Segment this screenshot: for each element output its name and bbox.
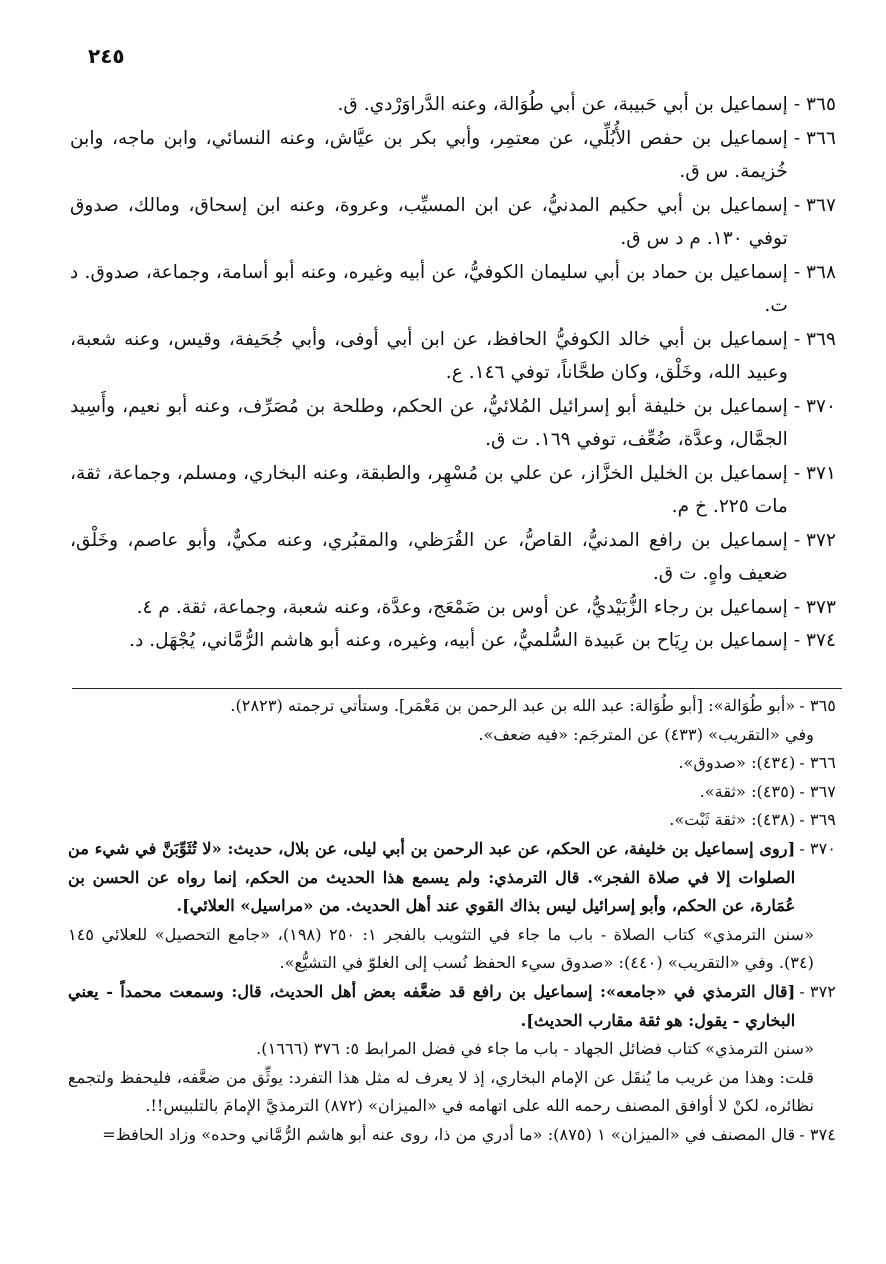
footnote <box>68 749 836 778</box>
entry <box>70 591 836 625</box>
entry <box>70 457 836 524</box>
entry-number: ٣٧٣ - <box>793 596 836 618</box>
footnote-number: ٣٦٦ - <box>799 753 836 773</box>
entry-number: ٣٦٧ - <box>793 194 836 216</box>
footnote-text: (٤٣٨): «ثقة ثَبْت». <box>669 810 796 830</box>
entry-text: إسماعيل بن رافع المدنيُّ، القاصُّ، عن القُرَظي، والمقبُري، وعنه مكيٌّ، وأبو عاصم، وخَلْق، ضعيف واهٍ. ت ق. <box>70 529 788 584</box>
footnote-text: (٤٣٥): «ثقة». <box>699 781 796 801</box>
footnote-subtext: «سنن الترمذي» كتاب الصلاة - باب ما جاء في التثويب بالفجر ١: ٢٥٠ (١٩٨)، «جامع التحصيل» للعلائي ١٤٥ (٣٤). وفي «التقريب» (٤٤٠): «صدوق سيء الحفظ نُسب إلى الغلوّ في التشيُّع». <box>68 924 815 973</box>
entry <box>70 189 836 256</box>
entries-list <box>70 88 836 658</box>
footnote-number: ٣٦٥ - <box>799 696 836 715</box>
entry-number: ٣٦٦ - <box>793 127 836 149</box>
footnote-text: «أبو طُوَالة»: [أبو طُوَالة: عبد الله بن عبد الرحمن بن مَعْمَر]. وستأتي ترجمته (٢٨٢٣). <box>230 696 796 715</box>
entry-number: ٣٧٢ - <box>793 529 836 551</box>
footnote <box>68 1121 836 1150</box>
entry-number: ٣٧١ - <box>793 462 836 484</box>
footnote-subtext: «سنن الترمذي» كتاب فضائل الجهاد - باب ما جاء في فضل المرابط ٥: ٣٧٦ (١٦٦٦). <box>256 1039 814 1059</box>
entry-number: ٣٧٤ - <box>793 630 836 651</box>
entry-text: إسماعيل بن رِيَاح بن عَبيدة السُّلميُّ، عن أبيه، وغيره، وعنه أبو هاشم الرُّمَّاني، يُجْهَل. د. <box>129 630 788 651</box>
footnote-number: ٣٦٧ - <box>799 781 836 801</box>
footnote-text: [روى إسماعيل بن خليفة، عن الحكم، عن عبد الرحمن بن أبي ليلى، عن بلال، حديث: «لا تُثَوِّبَنَّ في شيء من الصلوات إلا في صلاة الفجر». قال الترمذي: ولم يسمع هذا الحديث من الحكم، إنما رواه عن الحسن بن عُمَارة، عن الحكم، وأبو إسرائيل ليس بذاك القوي عند أهل الحديث. من «مراسيل» العلائي]. <box>68 838 796 916</box>
entry-text: إسماعيل بن الخليل الخزَّاز، عن علي بن مُسْهِر، والطبقة، وعنه البخاري، ومسلم، وجماعة، ثقة، مات ٢٢٥. خ م. <box>70 462 788 517</box>
entry-text: إسماعيل بن حفص الأُبُلِّي، عن معتمِر، وأبي بكر بن عيَّاش، وعنه النسائي، وابن ماجه، وابن خُزيمة. س ق. <box>70 127 788 182</box>
entry-text: إسماعيل بن حماد بن أبي سليمان الكوفيُّ، عن أبيه وغيره، وعنه أبو أسامة، وجماعة، صدوق. د ت. <box>70 261 788 316</box>
footnote-subtext: قلت: وهذا من غريب ما يُنقَل عن الإمام البخاري، إذ لا يعرف له مثل هذا التفرد: يوثِّق من ضعَّفه، فليحفظ ولتجمع نظائره، لكنْ لا أوافق المصنف رحمه الله على اتهامه في «الميزان» (٨٧٢) الترمذيَّ الإمامَ بالتلبيس!!. <box>68 1067 815 1116</box>
footnotes-list <box>68 692 836 1150</box>
footnote-separator <box>72 688 842 689</box>
entry-text: إسماعيل بن أبي حَبيبة، عن أبي طُوَالة، وعنه الدَّراوَرْدي. ق. <box>337 94 788 115</box>
footnote-number: ٣٧٠ - <box>799 838 836 858</box>
footnote-number: ٣٧٢ - <box>799 981 836 1001</box>
footnote-text: (٤٣٤): «صدوق». <box>678 753 796 773</box>
entry <box>70 390 836 457</box>
entry-number: ٣٧٠ - <box>793 395 836 417</box>
footnote-number: ٣٦٩ - <box>799 810 836 830</box>
entry-text: إسماعيل بن أبي خالد الكوفيُّ الحافظ، عن ابن أبي أوفى، وأبي جُحَيفة، وقيس، وعنه شعبة، وعبيد الله، وخَلْق، وكان طحَّاناً، توفي ١٤٦. ع. <box>70 328 788 383</box>
entry-number: ٣٦٩ - <box>793 328 836 350</box>
entry <box>70 122 836 189</box>
entry <box>70 624 836 658</box>
footnote <box>68 692 836 721</box>
footnote-text: قال المصنف في «الميزان» ١ (٨٧٥): «ما أدري من ذا، روى عنه أبو هاشم الرُّمَّاني وحده» وزاد الحافظ= <box>102 1124 796 1144</box>
footnote <box>68 835 836 921</box>
page-number: ٢٤٥ <box>88 44 125 68</box>
entry-number: ٣٦٨ - <box>793 261 836 283</box>
entry <box>70 323 836 390</box>
footnote-text: [قال الترمذي في «جامعه»: إسماعيل بن رافع قد ضعَّفه بعض أهل الحديث، قال: وسمعت محمداً - يعني البخاري - يقول: هو ثقة مقارب الحديث]. <box>68 981 796 1030</box>
footnote-subtext: وفي «التقريب» (٤٣٣) عن المترجَم: «فيه ضعف». <box>478 724 814 744</box>
entry-number: ٣٦٥ - <box>793 94 836 115</box>
entry <box>70 88 836 122</box>
entry-text: إسماعيل بن خليفة أبو إسرائيل المُلائيُّ، عن الحكم، وطلحة بن مُصَرِّف، وعنه أبو نعيم، وأَسِيد الجمَّال، وعدَّة، ضُعِّف، توفي ١٦٩. ت ق. <box>70 395 788 450</box>
entry-text: إسماعيل بن رجاء الزُّبَيْديُّ، عن أوس بن ضَمْعَج، وعدَّة، وعنه شعبة، وجماعة، ثقة. م ٤. <box>136 596 788 618</box>
entry <box>70 524 836 591</box>
footnote-number: ٣٧٤ - <box>799 1124 836 1144</box>
entry <box>70 256 836 323</box>
footnote <box>68 778 836 807</box>
footnote <box>68 806 836 835</box>
entry-text: إسماعيل بن أبي حكيم المدنيُّ، عن ابن المسيِّب، وعروة، وعنه ابن إسحاق، ومالك، صدوق توفي ١٣٠. م د س ق. <box>70 194 788 249</box>
footnote <box>68 978 836 1035</box>
